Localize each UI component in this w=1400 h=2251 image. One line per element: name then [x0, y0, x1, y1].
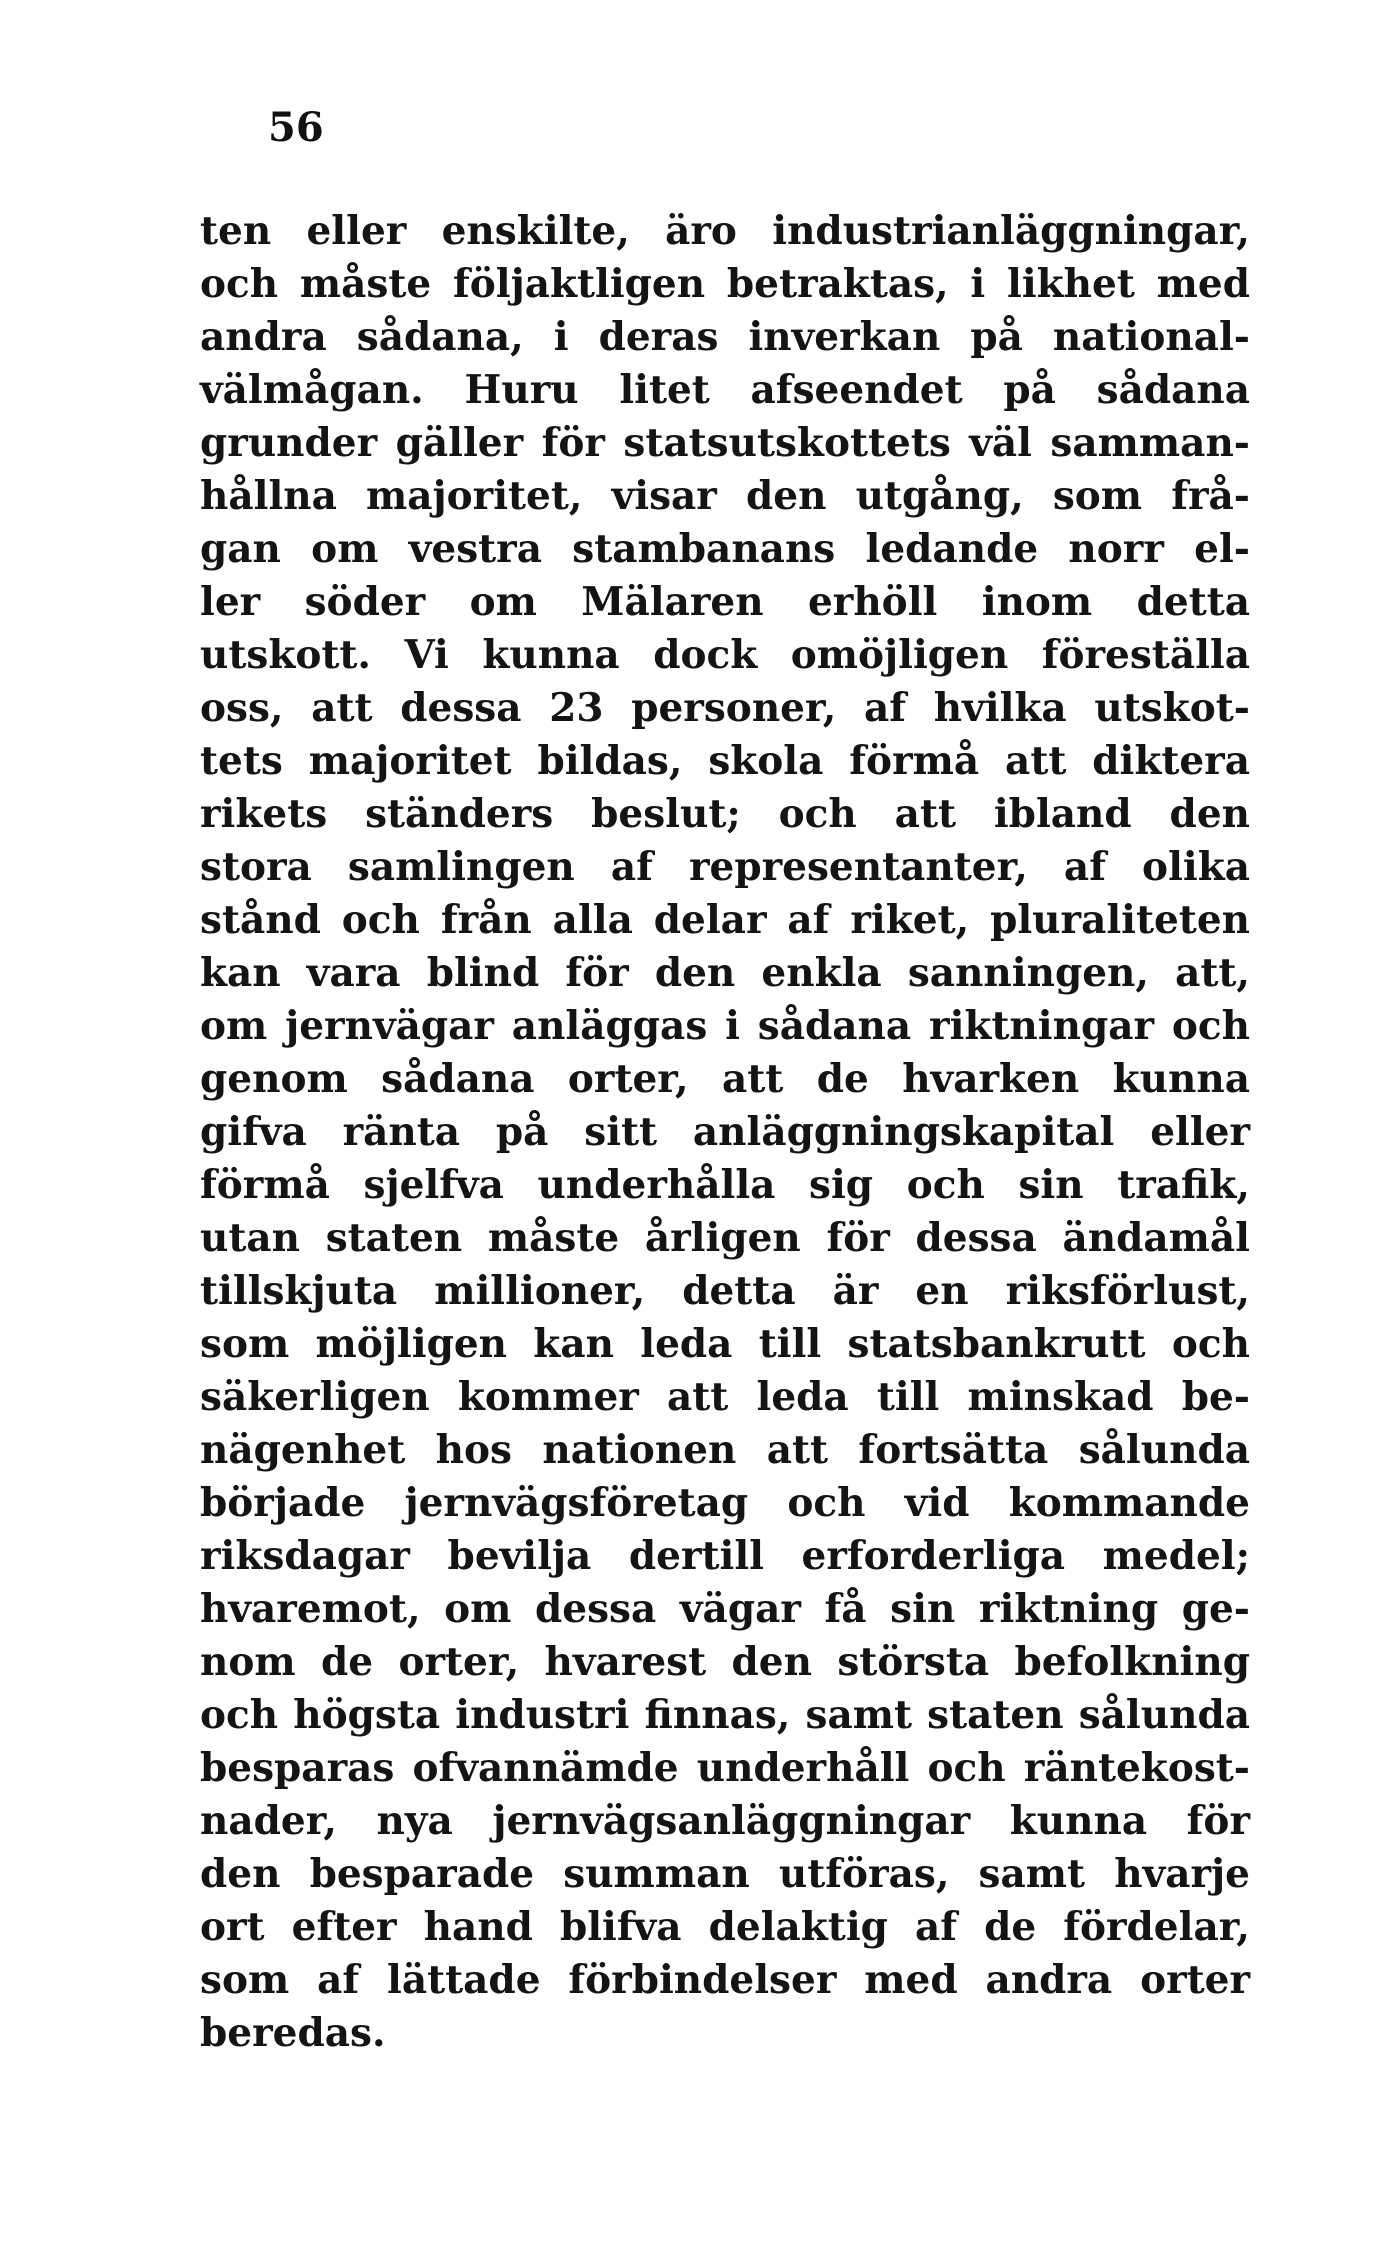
text-line: den besparade summan utföras, samt hvarje — [200, 1851, 1250, 1897]
text-line: som möjligen kan leda till statsbankrutt och — [200, 1321, 1250, 1367]
text-line: oss, att dessa 23 personer, af hvilka utskot- — [200, 685, 1250, 731]
text-line: ort efter hand blifva delaktig af de fördelar, — [200, 1904, 1250, 1950]
text-line: och högsta industri finnas, samt staten sålunda — [200, 1692, 1250, 1738]
page-number: 56 — [268, 104, 324, 151]
text-line: tillskjuta millioner, detta är en riksförlust, — [200, 1268, 1250, 1314]
text-line: gifva ränta på sitt anläggningskapital eller — [200, 1109, 1250, 1155]
text-line: nom de orter, hvarest den största befolkning — [200, 1639, 1250, 1685]
text-line: som af lättade förbindelser med andra orter — [200, 1957, 1250, 2003]
text-line: riksdagar bevilja dertill erforderliga medel; — [200, 1533, 1250, 1579]
text-line: ler söder om Mälaren erhöll inom detta — [200, 579, 1250, 625]
text-line: besparas ofvannämde underhåll och räntekost- — [200, 1745, 1250, 1791]
text-line: ten eller enskilte, äro industrianläggningar, — [200, 208, 1250, 254]
text-line: stora samlingen af representanter, af olika — [200, 844, 1250, 890]
text-line: började jernvägsföretag och vid kommande — [200, 1480, 1250, 1526]
text-line: hållna majoritet, visar den utgång, som frå- — [200, 473, 1250, 519]
text-line: stånd och från alla delar af riket, pluraliteten — [200, 897, 1250, 943]
text-line: tets majoritet bildas, skola förmå att diktera — [200, 738, 1250, 784]
text-line: om jernvägar anläggas i sådana riktningar och — [200, 1003, 1250, 1049]
text-line: rikets ständers beslut; och att ibland den — [200, 791, 1250, 837]
text-line: utskott. Vi kunna dock omöjligen föreställa — [200, 632, 1250, 678]
text-line-last: beredas. — [200, 2010, 386, 2056]
text-line: och måste följaktligen betraktas, i likhet med — [200, 261, 1250, 307]
text-line: genom sådana orter, att de hvarken kunna — [200, 1056, 1250, 1102]
text-line: andra sådana, i deras inverkan på national- — [200, 314, 1250, 360]
text-line: gan om vestra stambanans ledande norr el- — [200, 526, 1250, 572]
text-line: nägenhet hos nationen att fortsätta sålunda — [200, 1427, 1250, 1473]
text-line: säkerligen kommer att leda till minskad be- — [200, 1374, 1250, 1420]
text-line: nader, nya jernvägsanläggningar kunna för — [200, 1798, 1250, 1844]
text-line: välmågan. Huru litet afseendet på sådana — [200, 367, 1250, 413]
text-line: hvaremot, om dessa vägar få sin riktning ge- — [200, 1586, 1250, 1632]
text-line: förmå sjelfva underhålla sig och sin trafik, — [200, 1162, 1250, 1208]
text-line: utan staten måste årligen för dessa ändamål — [200, 1215, 1250, 1261]
text-line: grunder gäller för statsutskottets väl samman- — [200, 420, 1250, 466]
text-line: kan vara blind för den enkla sanningen, att, — [200, 950, 1250, 996]
